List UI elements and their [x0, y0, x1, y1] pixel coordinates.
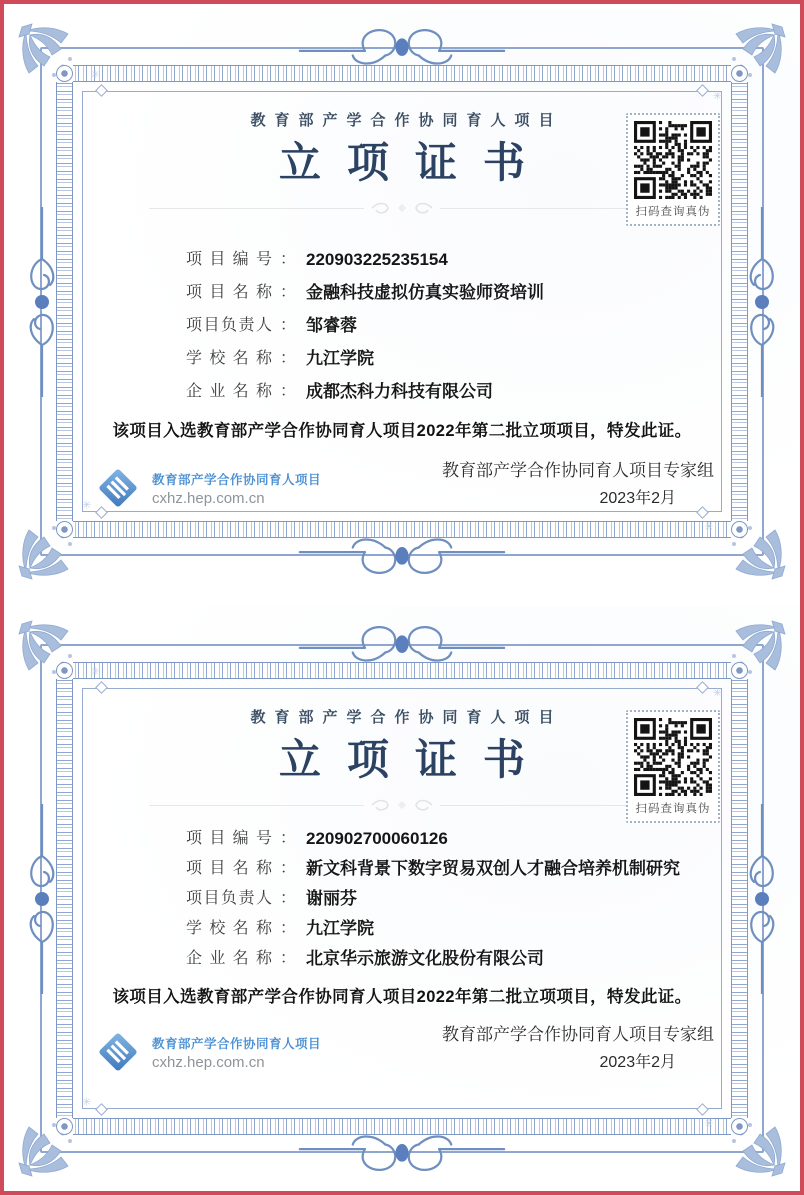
field-row	[186, 884, 688, 914]
logo-title: 教育部产学合作协同育人项目	[152, 472, 322, 487]
issue-date: 2023年2月	[599, 490, 676, 507]
field-label: 项目编号	[186, 830, 272, 847]
logo-title: 教育部产学合作协同育人项目	[152, 1036, 322, 1051]
certificate-2	[4, 606, 800, 1191]
field-row	[186, 914, 688, 944]
diamond-logo-icon	[94, 1028, 142, 1076]
field-list	[86, 243, 718, 408]
field-label: 项目编号	[186, 251, 272, 268]
field-label: 学校名称	[186, 920, 272, 937]
qr-caption: 扫码查询真伪	[635, 803, 711, 815]
title-divider	[86, 798, 718, 812]
field-value: 北京华示旅游文化股份有限公司	[306, 949, 545, 968]
field-row	[186, 824, 688, 854]
band-corner-dot	[56, 521, 73, 538]
certificate-1	[4, 9, 800, 594]
pattern-band	[73, 662, 731, 679]
field-list	[86, 824, 718, 974]
issuer: 教育部产学合作协同育人项目专家组	[442, 1025, 714, 1044]
field-label: 项目名称	[186, 860, 272, 877]
field-row	[186, 276, 688, 309]
certificate-footer	[86, 458, 718, 512]
certificate-title: 立项证书	[278, 736, 551, 783]
field-row	[186, 854, 688, 884]
award-statement: 该项目入选教育部产学合作协同育人项目2022年第二批立项项目，特发此证。	[112, 422, 692, 440]
certificate-title: 立项证书	[278, 139, 551, 186]
award-statement: 该项目入选教育部产学合作协同育人项目2022年第二批立项项目，特发此证。	[112, 988, 692, 1006]
logo-url: cxhz.hep.com.cn	[152, 1053, 265, 1071]
field-row	[186, 944, 688, 974]
field-colon: ：	[280, 350, 297, 367]
field-colon: ：	[280, 830, 297, 847]
band-corner-dot	[56, 1118, 73, 1135]
field-row	[186, 243, 688, 276]
field-label: 项目负责人	[186, 890, 272, 907]
field-row	[186, 342, 688, 375]
divider-ornament-icon	[370, 201, 434, 215]
field-value: 金融科技虚拟仿真实验师资培训	[306, 283, 545, 302]
field-value: 成都杰科力科技有限公司	[306, 382, 494, 401]
pattern-band	[56, 679, 73, 1118]
field-label: 企业名称	[186, 950, 272, 967]
pattern-band	[73, 65, 731, 82]
issuer: 教育部产学合作协同育人项目专家组	[442, 461, 714, 480]
field-colon: ：	[280, 920, 297, 937]
title-divider	[86, 201, 718, 215]
qr-panel	[626, 710, 720, 823]
pattern-band	[731, 679, 748, 1118]
field-colon: ：	[280, 251, 297, 268]
certificate-footer	[86, 1022, 718, 1076]
org-logo	[94, 1028, 321, 1076]
qr-caption: 扫码查询真伪	[635, 206, 711, 218]
field-value: 新文科背景下数字贸易双创人才融合培养机制研究	[306, 859, 681, 878]
issue-date: 2023年2月	[599, 1054, 676, 1071]
field-value: 220903225235154	[306, 250, 448, 269]
field-colon: ：	[280, 383, 297, 400]
field-value: 九江学院	[306, 919, 375, 938]
qr-panel	[626, 113, 720, 226]
pattern-band	[56, 82, 73, 521]
band-corner-dot	[56, 65, 73, 82]
field-colon: ：	[280, 950, 297, 967]
divider-ornament-icon	[370, 798, 434, 812]
pattern-band	[73, 521, 731, 538]
field-value: 谢丽芬	[306, 889, 358, 908]
qr-code	[634, 718, 712, 796]
field-label: 企业名称	[186, 383, 272, 400]
field-label: 学校名称	[186, 350, 272, 367]
band-corner-dot	[56, 662, 73, 679]
field-row	[186, 375, 688, 408]
program-header: 教育部产学合作协同育人项目	[250, 112, 563, 129]
diamond-logo-icon	[94, 464, 142, 512]
field-row	[186, 309, 688, 342]
pattern-band	[73, 1118, 731, 1135]
field-label: 项目负责人	[186, 317, 272, 334]
band-corner-dot	[731, 662, 748, 679]
field-colon: ：	[280, 284, 297, 301]
field-value: 220902700060126	[306, 829, 448, 848]
org-logo	[94, 464, 321, 512]
field-value: 邹睿蓉	[306, 316, 358, 335]
signature-block	[442, 1022, 714, 1076]
pattern-band	[731, 82, 748, 521]
field-value: 九江学院	[306, 349, 375, 368]
signature-block	[442, 458, 714, 512]
field-label: 项目名称	[186, 284, 272, 301]
logo-url: cxhz.hep.com.cn	[152, 489, 265, 507]
field-colon: ：	[280, 317, 297, 334]
band-corner-dot	[731, 1118, 748, 1135]
field-colon: ：	[280, 860, 297, 877]
band-corner-dot	[731, 521, 748, 538]
band-corner-dot	[731, 65, 748, 82]
program-header: 教育部产学合作协同育人项目	[250, 709, 563, 726]
field-colon: ：	[280, 890, 297, 907]
qr-code	[634, 121, 712, 199]
